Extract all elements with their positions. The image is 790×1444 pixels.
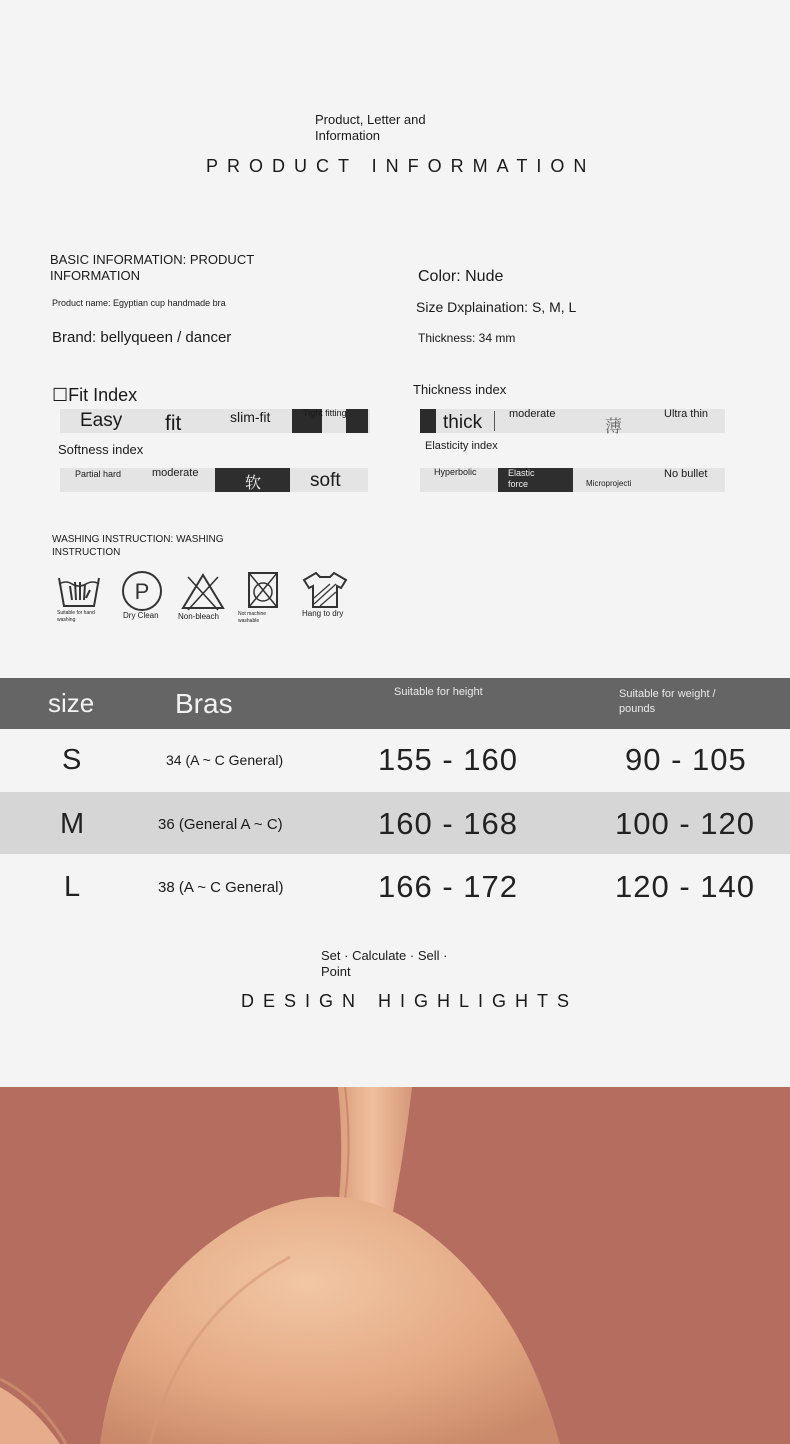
header-size: size (48, 688, 95, 718)
no-machine-wash-icon (246, 570, 280, 610)
color: Color: Nude (418, 268, 504, 285)
dry-clean-label: Dry Clean (123, 611, 159, 620)
row-height: 155 - 160 (378, 742, 518, 777)
elasticity-index-title: Elasticity index (425, 440, 498, 452)
thickness-item-ultra-thin: Ultra thin (664, 408, 709, 420)
softness-item-partial-hard: Partial hard (75, 469, 122, 479)
fit-item-fit: fit (165, 412, 182, 435)
bra-illustration (0, 1087, 790, 1444)
fit-item-slim-fit: slim-fit (230, 409, 271, 425)
softness-item-moderate: moderate (152, 467, 199, 479)
header-weight: Suitable for weight / pounds (619, 688, 716, 715)
highlights-title: DESIGN HIGHLIGHTS (241, 991, 579, 1011)
fit-index-title: ☐Fit Index (52, 385, 138, 405)
row-size: L (64, 871, 82, 903)
header-bras: Bras (175, 688, 233, 719)
thickness-item-thick: thick (443, 412, 483, 433)
row-weight: 100 - 120 (615, 806, 755, 841)
hang-dry-label: Hang to dry (302, 609, 344, 618)
row-weight: 120 - 140 (615, 869, 755, 904)
elasticity-item-no-bullet: No bullet (664, 468, 708, 480)
highlights-subtitle: Set · Calculate · Sell · Point (321, 948, 448, 979)
product-photo (0, 1087, 790, 1444)
header-height: Suitable for height (394, 686, 483, 698)
row-weight: 90 - 105 (625, 742, 747, 777)
row-bra: 34 (A ~ C General) (166, 752, 284, 768)
row-height: 166 - 172 (378, 869, 518, 904)
no-bleach-label: Non-bleach (178, 612, 219, 621)
hand-wash-icon (56, 570, 102, 610)
thickness-item-moderate: moderate (509, 408, 556, 420)
softness-item-soft: soft (310, 470, 341, 491)
thickness-index-title: Thickness index (413, 382, 507, 397)
elasticity-item-elastic-force: Elastic force (508, 468, 535, 489)
row-bra: 38 (A ~ C General) (158, 879, 284, 896)
dry-clean-icon (121, 570, 163, 612)
hang-dry-icon (300, 570, 350, 610)
basic-heading: BASIC INFORMATION: PRODUCT INFORMATION (50, 252, 254, 283)
elasticity-item-hyperbolic: Hyperbolic (434, 467, 477, 477)
row-bra: 36 (General A ~ C) (158, 816, 283, 833)
no-machine-wash-label: Not machine washable (238, 611, 267, 624)
hand-wash-label: Suitable for hand washing (57, 610, 95, 623)
elasticity-item-microprojecti: Microprojecti (586, 479, 632, 488)
thickness-divider (494, 411, 495, 431)
table-row (0, 792, 790, 854)
fit-item-tight: Tight fitting (303, 408, 347, 418)
row-size: S (62, 744, 83, 776)
thickness-index-marker (420, 409, 436, 433)
row-size: M (60, 808, 86, 840)
size-explanation: Size Dxplaination: S, M, L (416, 299, 577, 315)
fit-item-easy: Easy (80, 410, 123, 431)
softness-item-soft-cn: 软 (245, 475, 262, 492)
thickness-item-thin-cn: 薄 (605, 417, 622, 436)
no-bleach-icon (180, 572, 226, 612)
fit-index-marker-2 (346, 409, 368, 433)
brand: Brand: bellyqueen / dancer (52, 329, 232, 346)
softness-index-title: Softness index (58, 442, 144, 457)
row-height: 160 - 168 (378, 806, 518, 841)
svg-text:P: P (134, 579, 150, 604)
product-name: Product name: Egyptian cup handmade bra (52, 298, 226, 308)
header-subtitle: Product, Letter and Information (315, 112, 426, 143)
thickness: Thickness: 34 mm (418, 331, 516, 345)
table-row (0, 730, 790, 792)
table-row (0, 855, 790, 917)
washing-heading: WASHING INSTRUCTION: WASHING INSTRUCTION (52, 534, 224, 558)
page-title: PRODUCT INFORMATION (206, 156, 596, 176)
